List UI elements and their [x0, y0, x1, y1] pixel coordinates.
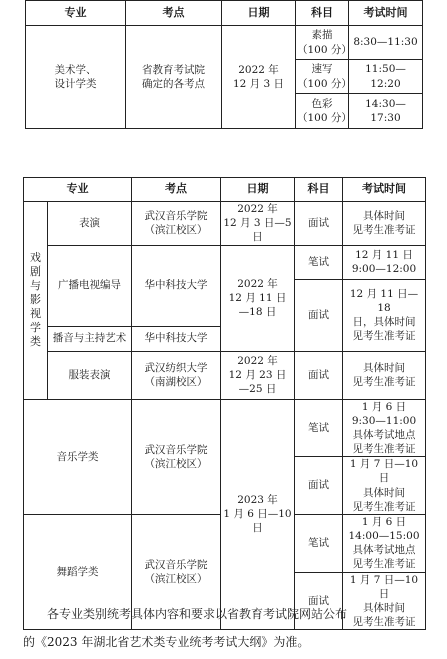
- table-row: [26, 26, 423, 60]
- venue-cell: 武汉纺织大学 （南湖校区）: [132, 351, 221, 399]
- major-cell: 美术学、 设计学类: [26, 26, 126, 129]
- time-cell: 1 月 6 日 9:30—11:00 具体考试地点 见考生准考证: [343, 399, 426, 457]
- date-cell: 2022 年 12 月 3 日: [222, 26, 296, 129]
- footnote-paragraph: [23, 600, 428, 656]
- group-label-drama-film: 戏 剧 与 影 视 学 类: [24, 202, 48, 400]
- time-cell: 8:30—11:30: [349, 26, 423, 60]
- time-cell: 1 月 6 日 14:00—15:00 具体考试地点 见考生准考证: [343, 514, 426, 572]
- header-subject: 科目: [296, 1, 349, 26]
- date-cell: 2022 年 12 月 23 日 —25 日: [221, 351, 295, 399]
- header-date: 日期: [221, 178, 295, 202]
- exam-schedule-table-arts: [23, 177, 426, 630]
- time-cell: 12 月 11 日—18 日，具体时间 见考生准考证: [343, 279, 426, 351]
- header-subject: 科目: [295, 178, 343, 202]
- date-cell: 2022 年 12 月 11 日 —18 日: [221, 245, 295, 351]
- subject-cell: 面试: [295, 351, 343, 399]
- time-cell: 12 月 11 日 9:00—12:00: [343, 245, 426, 279]
- header-venue: 考点: [132, 178, 221, 202]
- venue-cell: 华中科技大学: [132, 326, 221, 351]
- major-cell: 广播电视编导: [48, 245, 132, 326]
- header-time: 考试时间: [343, 178, 426, 202]
- footnote-line: 的《2023 年湖北省艺术类专业统考考试大纲》为准。: [23, 635, 310, 649]
- time-cell: 14:30—17:30: [349, 94, 423, 129]
- header-major: 专业: [26, 1, 126, 26]
- header-date: 日期: [222, 1, 296, 26]
- time-cell: 1 月 7 日—10 日 具体时间 见考生准考证: [343, 572, 426, 630]
- subject-cell: 素描 （100 分）: [296, 26, 349, 60]
- major-cell: 服装表演: [48, 351, 132, 399]
- major-cell: 舞蹈学类: [24, 514, 132, 629]
- subject-cell: 笔试: [295, 245, 343, 279]
- table-header-row: [24, 178, 426, 202]
- subject-cell: 面试: [295, 202, 343, 246]
- subject-cell: 速写 （100 分）: [296, 60, 349, 94]
- table-row: [24, 399, 426, 457]
- header-major: 专业: [24, 178, 132, 202]
- time-cell: 具体时间 见考生准考证: [343, 202, 426, 246]
- date-cell: 2023 年 1 月 6 日—10 日: [221, 399, 295, 630]
- time-cell: 1 月 7 日—10 日 具体时间 见考生准考证: [343, 457, 426, 515]
- table-row: [24, 202, 426, 246]
- table-row: [24, 351, 426, 399]
- date-cell: 2022 年 12 月 3 日—5 日: [221, 202, 295, 246]
- major-cell: 表演: [48, 202, 132, 246]
- subject-cell: 面试: [295, 457, 343, 515]
- table-row: [24, 245, 426, 279]
- subject-cell: 笔试: [295, 399, 343, 457]
- subject-cell: 面试: [295, 279, 343, 351]
- major-cell: 播音与主持艺术: [48, 326, 132, 351]
- subject-cell: 笔试: [295, 514, 343, 572]
- venue-cell: 武汉音乐学院 （滨江校区）: [132, 399, 221, 514]
- header-venue: 考点: [126, 1, 222, 26]
- venue-cell: 武汉音乐学院 （滨江校区）: [132, 202, 221, 246]
- header-time: 考试时间: [349, 1, 423, 26]
- time-cell: 11:50—12:20: [349, 60, 423, 94]
- table-header-row: [26, 1, 423, 26]
- footnote-line: 各专业类别统考具体内容和要求以省教育考试院网站公布: [47, 607, 348, 621]
- venue-cell: 武汉音乐学院 （滨江校区）: [132, 514, 221, 629]
- exam-schedule-table-fine-arts: [25, 0, 423, 129]
- time-cell: 具体时间 见考生准考证: [343, 351, 426, 399]
- subject-cell: 色彩 （100 分）: [296, 94, 349, 129]
- major-cell: 音乐学类: [24, 399, 132, 514]
- subject-cell: 面试: [295, 572, 343, 630]
- venue-cell: 省教育考试院 确定的各考点: [126, 26, 222, 129]
- venue-cell: 华中科技大学: [132, 245, 221, 326]
